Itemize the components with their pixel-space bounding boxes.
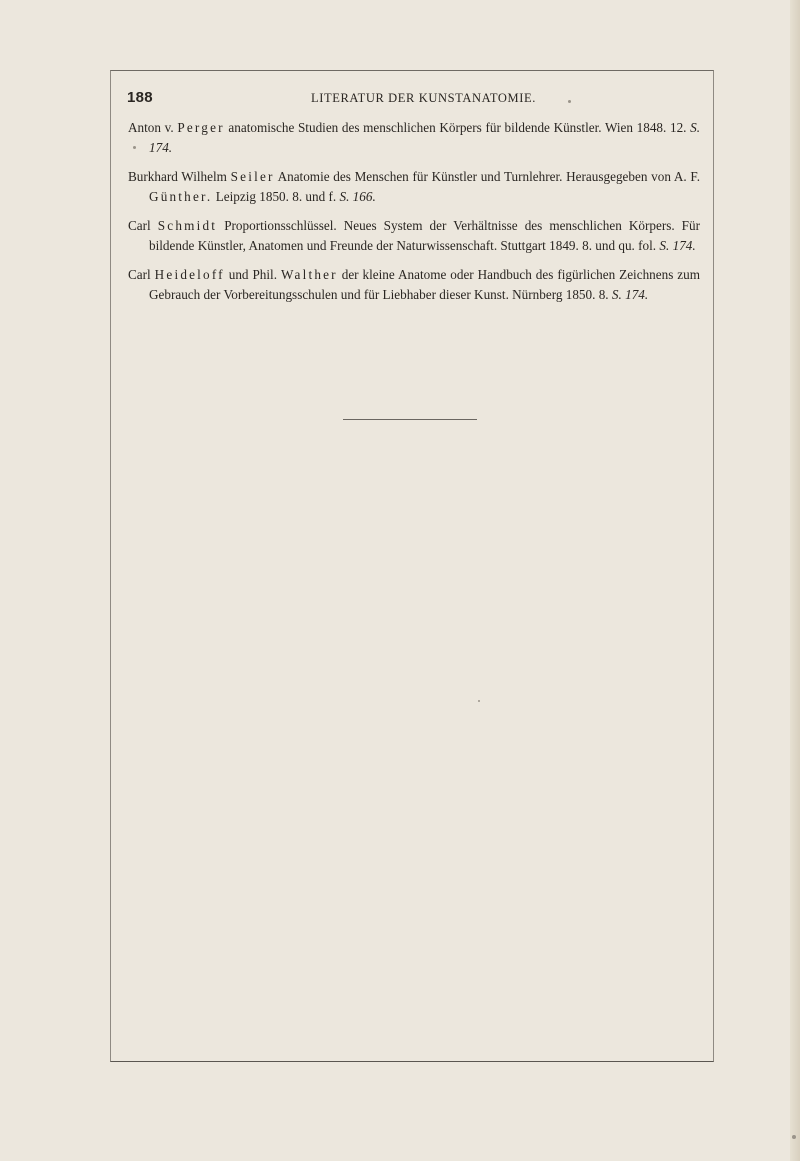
author-prefix: Carl: [128, 217, 151, 233]
paper-speck: [792, 1135, 796, 1139]
author-join: und Phil.: [228, 266, 278, 282]
author-prefix: Anton v.: [128, 120, 174, 135]
page-reference: S. 174.: [611, 286, 649, 302]
author-surname: Seiler: [230, 168, 275, 184]
page-number: 188: [127, 89, 153, 106]
entry-body: der kleine Anatome oder Handbuch des figürlichen Zeichnens zum Gebrauch der Vorbereitungsschulen und für Liebhaber dieser Kunst. Nürnberg 1850. 8.: [149, 266, 700, 302]
author-prefix: Carl: [128, 266, 151, 282]
bibliography-entry-perger: [128, 118, 700, 158]
entry-body: Proportionsschlüssel. Neues System der Verhältnisse des menschlichen Körpers. Für bildende Künstler, Anatomen und Freunde der Naturwissenschaft. Stuttgart 1849. 8. und qu. fol.: [149, 217, 700, 254]
page-reference: S. 174.: [659, 238, 696, 254]
running-head: [127, 89, 697, 109]
bibliography-entry-seiler: [128, 167, 700, 207]
entry-body-continued: Leipzig 1850. 8. und f.: [215, 189, 337, 205]
entry-body: anatomische Studien des menschlichen Körpers für bildende Künstler. Wien 1848. 12.: [228, 120, 687, 135]
bibliography-entry-heideloff: [128, 265, 700, 305]
page-reference: S. 174.: [149, 120, 701, 156]
paper-speck: [568, 100, 571, 103]
author-surname: Heideloff: [154, 266, 225, 282]
author-prefix: Burkhard Wilhelm: [128, 168, 227, 184]
paper-speck: [478, 700, 480, 702]
author-surname: Schmidt: [157, 217, 218, 233]
author-surname: Perger: [177, 120, 225, 135]
running-title: LITERATUR DER KUNSTANATOMIE.: [311, 91, 536, 105]
paper-speck: [133, 146, 136, 149]
bibliography-entry-schmidt: [128, 216, 700, 256]
section-separator: [343, 419, 477, 420]
coauthor-surname: Walther: [280, 266, 338, 282]
page-reference: S. 166.: [339, 189, 376, 205]
bibliography-list: [128, 118, 700, 314]
entry-body: Anatomie des Menschen für Künstler und Turnlehrer. Herausgegeben von A. F.: [277, 168, 701, 184]
editor-surname: Günther.: [149, 189, 213, 205]
page-edge: [790, 0, 800, 1161]
